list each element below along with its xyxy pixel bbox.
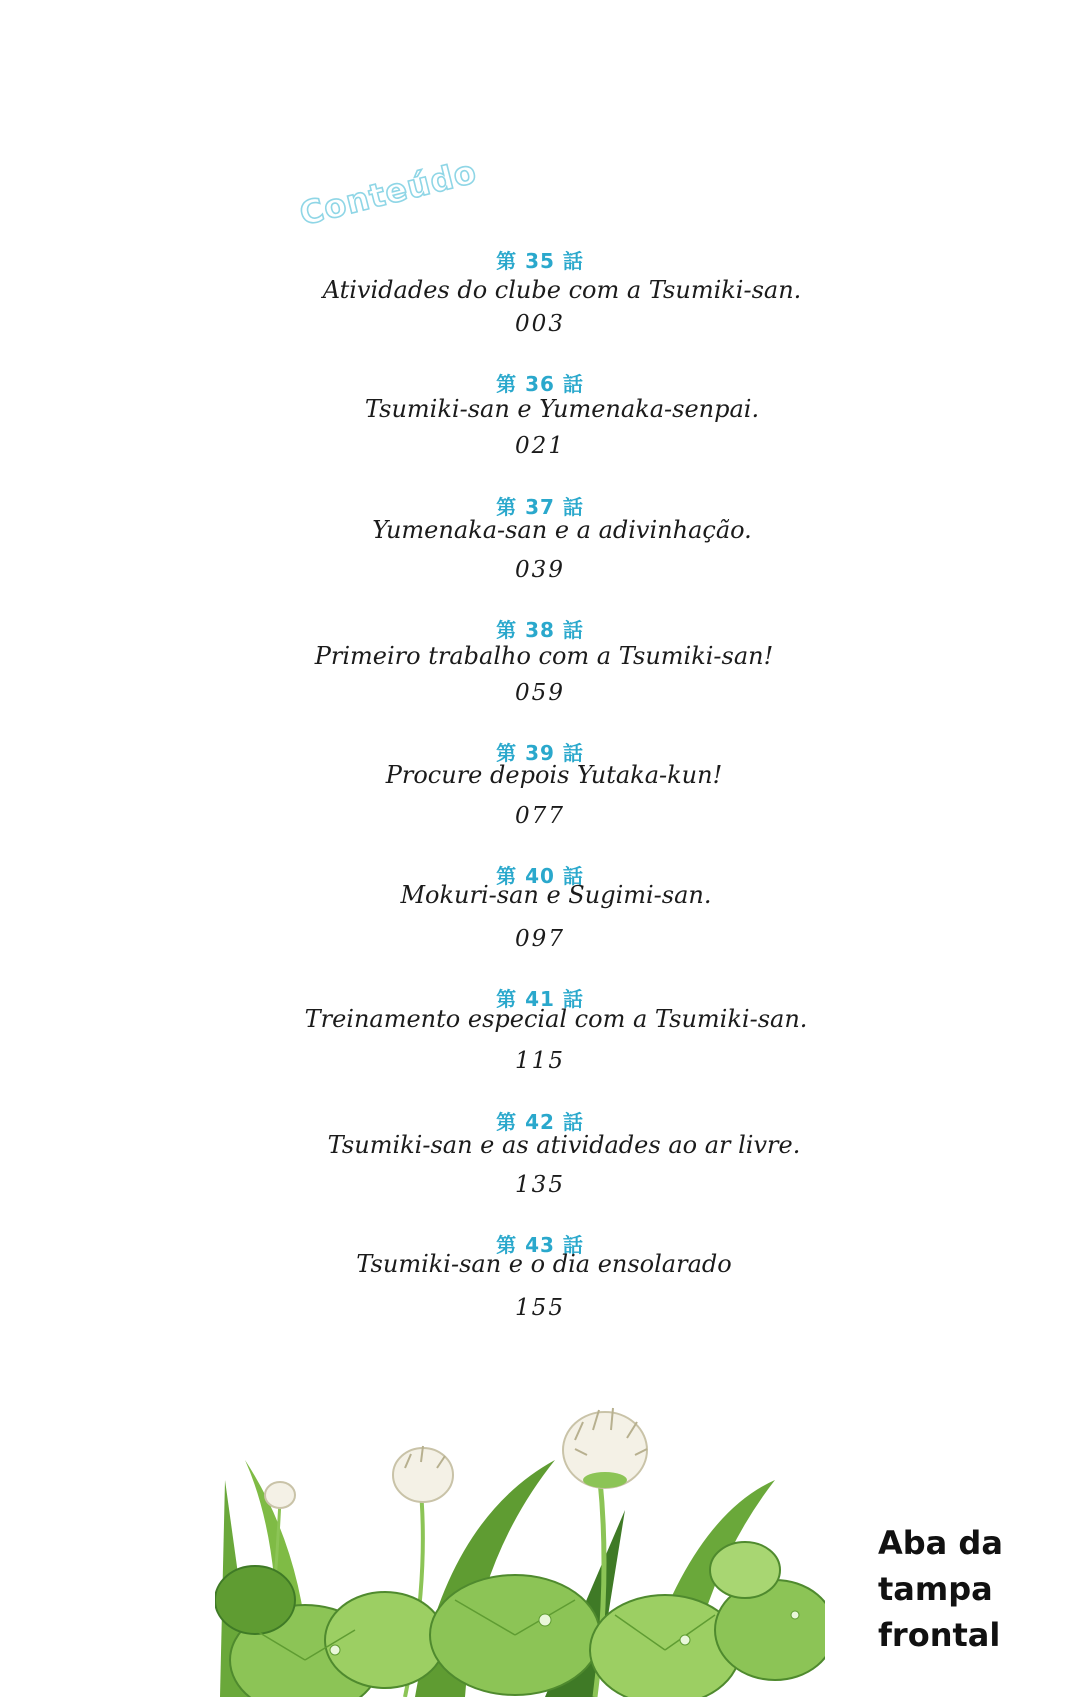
page-number: 155 bbox=[515, 1295, 565, 1321]
page-number: 135 bbox=[515, 1172, 565, 1198]
chapter-number: 第 38 話 bbox=[496, 618, 584, 642]
clover-flower bbox=[393, 1446, 453, 1502]
chapter-title: Yumenaka-san e a adivinhação. bbox=[372, 516, 752, 544]
clover-leaf bbox=[215, 1566, 295, 1634]
flap-label-line: frontal bbox=[878, 1616, 1001, 1654]
clover-flower bbox=[265, 1482, 295, 1508]
chapter-title: Tsumiki-san e as atividades ao ar livre. bbox=[327, 1131, 801, 1159]
page-number: 097 bbox=[515, 926, 565, 952]
flap-label bbox=[878, 1520, 1028, 1658]
chapter-number: 第 39 話 bbox=[496, 741, 584, 765]
chapter-title: Tsumiki-san e o dia ensolarado bbox=[356, 1250, 732, 1278]
chapter-title: Primeiro trabalho com a Tsumiki-san! bbox=[314, 642, 774, 670]
chapter-number: 第 35 話 bbox=[496, 249, 584, 273]
page-number: 115 bbox=[515, 1048, 565, 1074]
chapter-number: 第 43 話 bbox=[496, 1233, 584, 1257]
page-number: 039 bbox=[515, 557, 565, 583]
chapter-number: 第 41 話 bbox=[496, 987, 584, 1011]
page-number: 077 bbox=[515, 803, 565, 829]
dew-drop bbox=[539, 1614, 551, 1626]
page-number: 059 bbox=[515, 680, 565, 706]
clover-illustration bbox=[215, 1400, 825, 1697]
clover-leaf bbox=[710, 1542, 780, 1598]
chapter-title: Mokuri-san e Sugimi-san. bbox=[400, 881, 712, 909]
chapter-number: 第 36 話 bbox=[496, 372, 584, 396]
flap-label-line: Aba da bbox=[878, 1524, 1003, 1562]
dew-drop bbox=[791, 1611, 799, 1619]
chapter-number: 第 37 話 bbox=[496, 495, 584, 519]
chapter-number: 第 42 話 bbox=[496, 1110, 584, 1134]
flap-label-line: tampa bbox=[878, 1570, 993, 1608]
chapter-title: Procure depois Yutaka-kun! bbox=[385, 761, 723, 789]
clover-leaf bbox=[325, 1592, 445, 1688]
chapter-title: Atividades do clube com a Tsumiki-san. bbox=[322, 276, 802, 304]
page-number: 003 bbox=[515, 311, 565, 337]
toc-heading: Conteúdo bbox=[295, 152, 481, 233]
page-number: 021 bbox=[515, 433, 565, 459]
chapter-number: 第 40 話 bbox=[496, 864, 584, 888]
dew-drop bbox=[330, 1645, 340, 1655]
chapter-title: Tsumiki-san e Yumenaka-senpai. bbox=[364, 395, 760, 423]
chapter-title: Treinamento especial com a Tsumiki-san. bbox=[304, 1005, 808, 1033]
dew-drop bbox=[680, 1635, 690, 1645]
